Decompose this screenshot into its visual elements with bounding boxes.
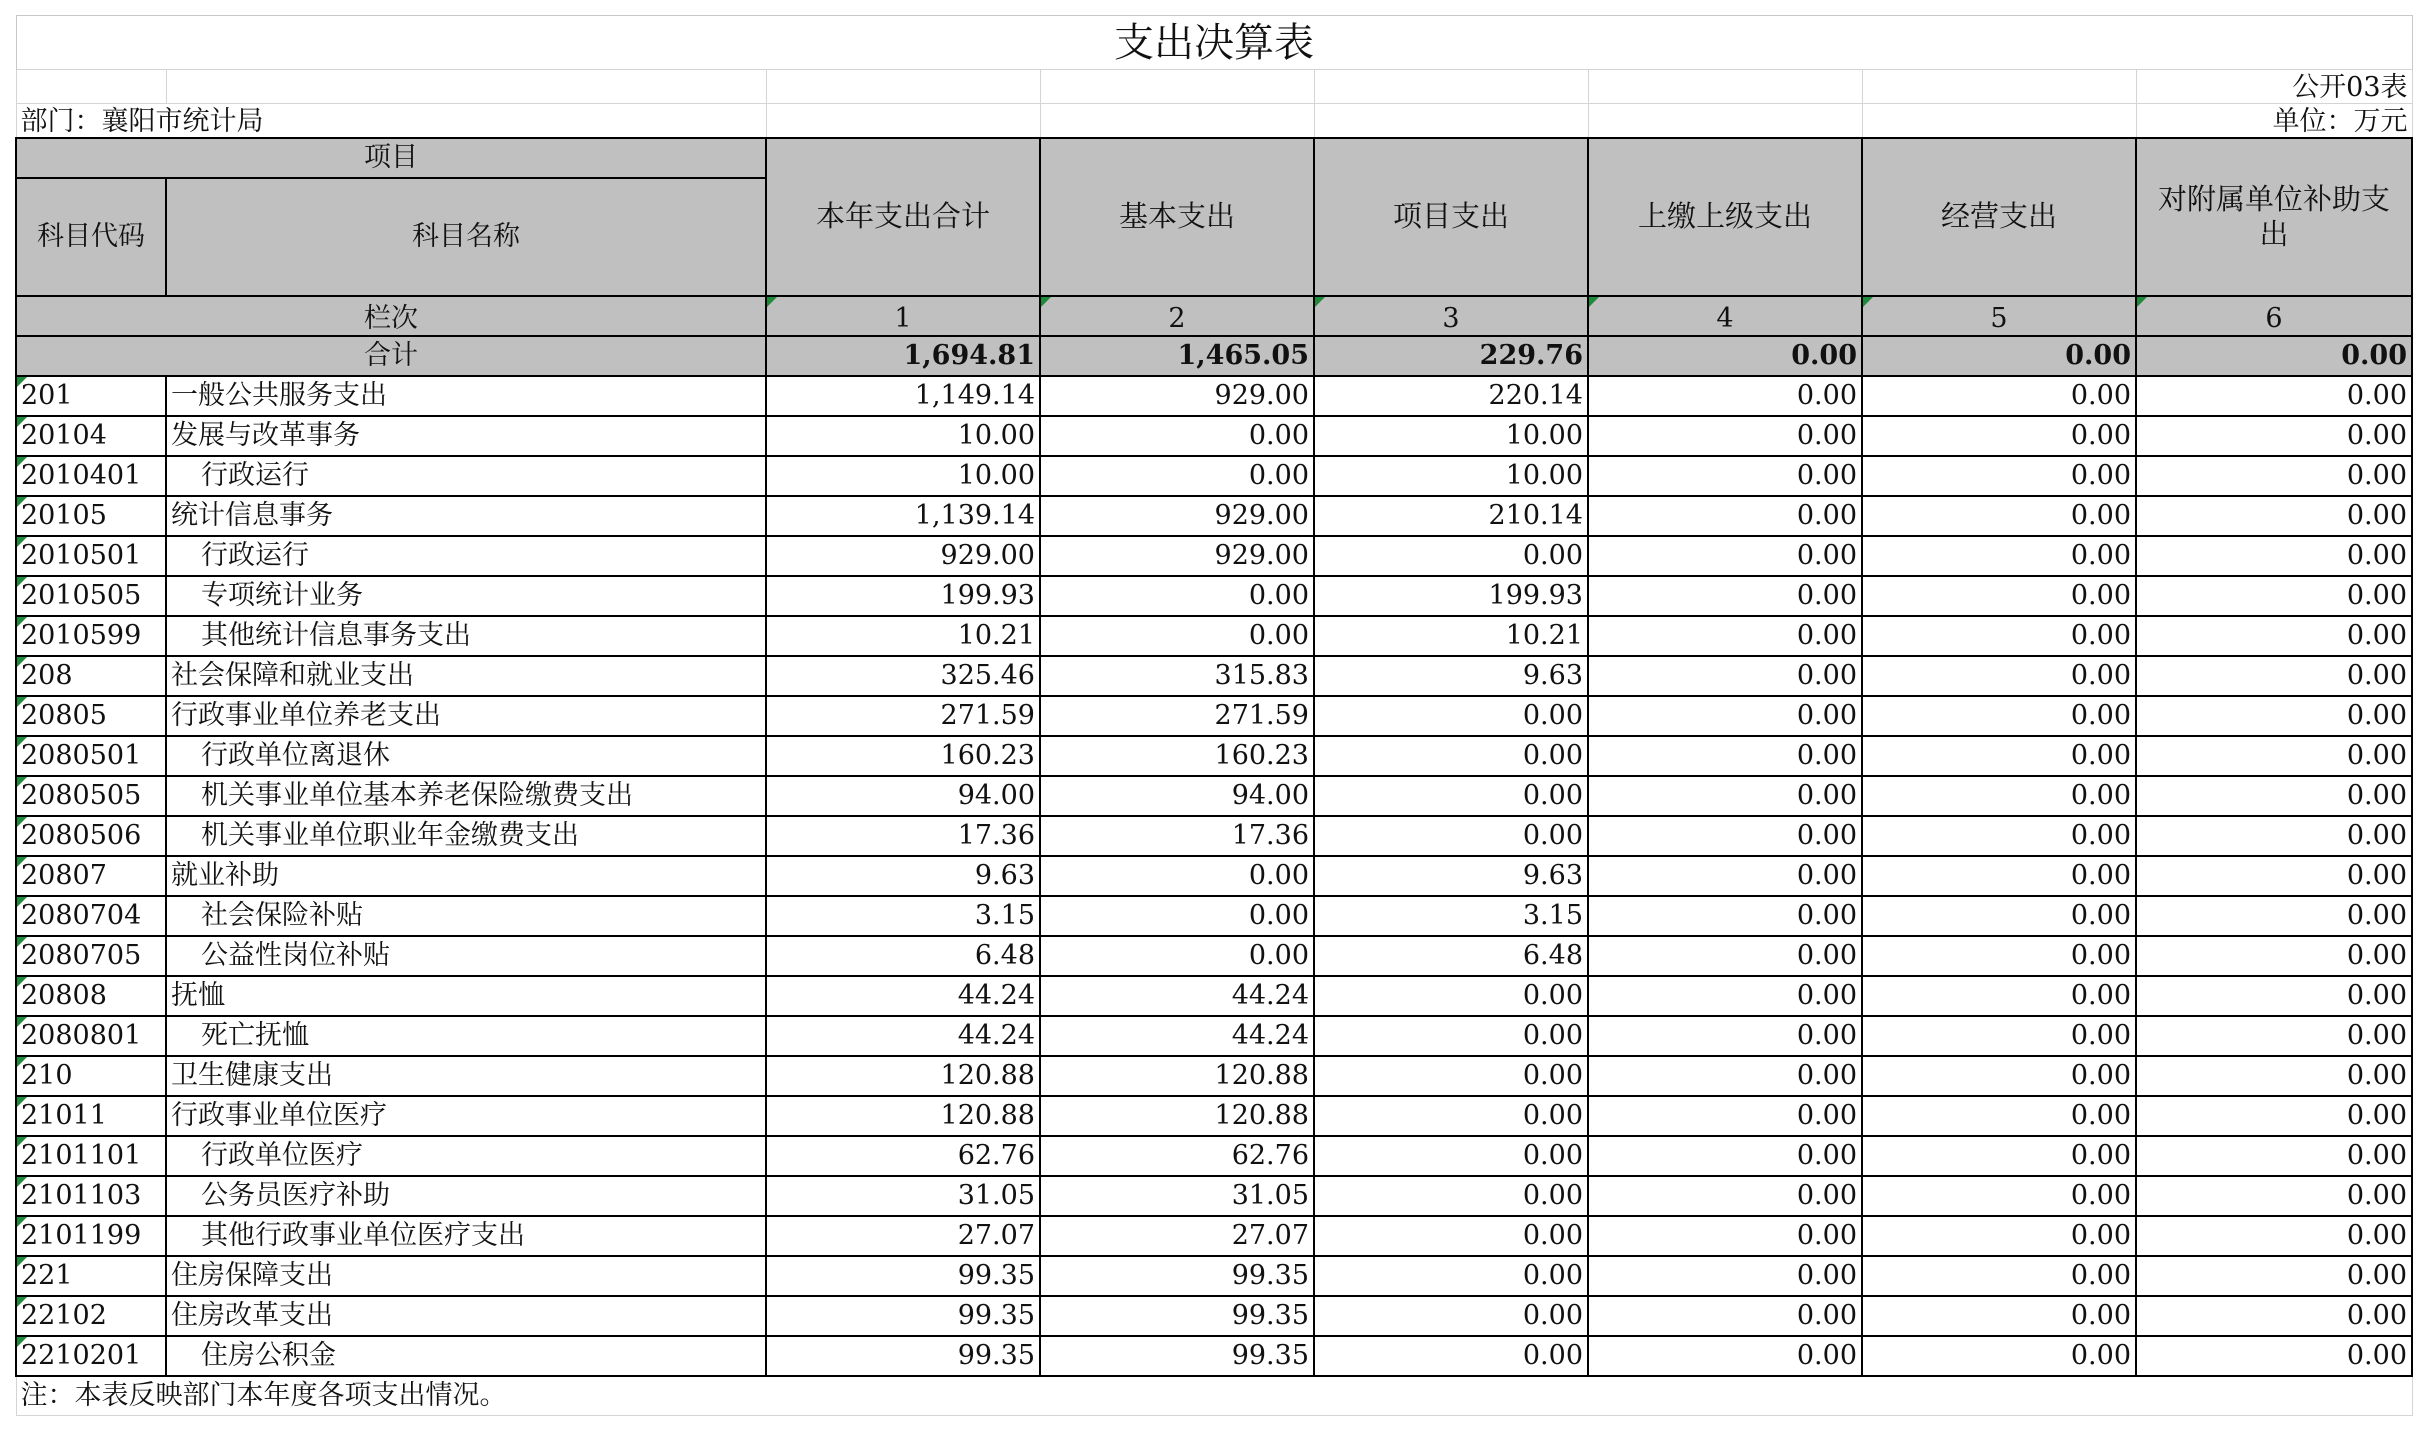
amount-cell: 0.00 [1862,1016,2136,1056]
amount-cell: 0.00 [1040,896,1314,936]
amount-cell: 0.00 [1588,1216,1862,1256]
subject-code: 2010501 [16,536,166,576]
amount-cell: 0.00 [1588,936,1862,976]
table-row [16,496,2412,536]
amount-cell: 99.35 [1040,1256,1314,1296]
amount-cell: 44.24 [1040,1016,1314,1056]
comment-marker-icon [767,297,777,307]
amount-cell: 0.00 [2136,1096,2412,1136]
comment-marker-icon [17,497,27,507]
header-col-6: 对附属单位补助支出 [2136,138,2412,296]
amount-cell: 0.00 [1588,896,1862,936]
amount-cell: 0.00 [2136,1336,2412,1376]
amount-cell: 17.36 [766,816,1040,856]
subject-code: 2080501 [16,736,166,776]
amount-cell: 0.00 [1862,536,2136,576]
subject-code: 201 [16,376,166,416]
comment-marker-icon [17,417,27,427]
amount-cell: 210.14 [1314,496,1588,536]
amount-cell: 325.46 [766,656,1040,696]
amount-cell: 0.00 [1588,976,1862,1016]
subject-name: 专项统计业务 [166,576,766,616]
comment-marker-icon [17,577,27,587]
subject-name: 住房保障支出 [166,1256,766,1296]
amount-cell: 99.35 [766,1336,1040,1376]
total-value: 0.00 [2136,336,2412,376]
amount-cell: 0.00 [1862,1296,2136,1336]
amount-cell: 0.00 [1862,1096,2136,1136]
amount-cell: 10.00 [766,456,1040,496]
subject-code: 2210201 [16,1336,166,1376]
comment-marker-icon [17,1137,27,1147]
comment-marker-icon [17,897,27,907]
amount-cell: 0.00 [1862,416,2136,456]
amount-cell: 99.35 [1040,1336,1314,1376]
amount-cell: 271.59 [766,696,1040,736]
comment-marker-icon [17,1057,27,1067]
subject-name: 其他行政事业单位医疗支出 [166,1216,766,1256]
table-row [16,896,2412,936]
amount-cell: 0.00 [1862,776,2136,816]
amount-cell: 0.00 [1588,656,1862,696]
header-name: 科目名称 [166,178,766,296]
amount-cell: 0.00 [1862,976,2136,1016]
total-value: 0.00 [1588,336,1862,376]
subject-code: 2080704 [16,896,166,936]
table-row [16,1016,2412,1056]
subject-code: 2080505 [16,776,166,816]
subject-name: 行政运行 [166,456,766,496]
amount-cell: 0.00 [1314,1136,1588,1176]
subject-code: 20805 [16,696,166,736]
amount-cell: 0.00 [1040,576,1314,616]
comment-marker-icon [17,1017,27,1027]
table-row [16,1136,2412,1176]
amount-cell: 0.00 [1588,816,1862,856]
subject-code: 22102 [16,1296,166,1336]
table-row [16,1256,2412,1296]
expenditure-sheet [15,15,2411,1416]
column-number-label: 栏次 [16,296,766,336]
amount-cell: 0.00 [2136,1016,2412,1056]
column-number: 5 [1862,296,2136,336]
header-col-4: 上缴上级支出 [1588,138,1862,296]
header-code: 科目代码 [16,178,166,296]
amount-cell: 0.00 [1314,1176,1588,1216]
amount-cell: 220.14 [1314,376,1588,416]
form-number: 公开03表 [2136,70,2412,104]
subject-name: 统计信息事务 [166,496,766,536]
amount-cell: 0.00 [1588,1136,1862,1176]
amount-cell: 0.00 [2136,536,2412,576]
subject-name: 卫生健康支出 [166,1056,766,1096]
amount-cell: 10.00 [766,416,1040,456]
amount-cell: 0.00 [1588,696,1862,736]
unit-label: 单位：万元 [2136,104,2412,138]
subject-name: 机关事业单位职业年金缴费支出 [166,816,766,856]
amount-cell: 0.00 [2136,856,2412,896]
subject-code: 208 [16,656,166,696]
total-row [16,336,2412,376]
column-number: 1 [766,296,1040,336]
total-value: 1,694.81 [766,336,1040,376]
amount-cell: 99.35 [766,1296,1040,1336]
subject-code: 2010505 [16,576,166,616]
amount-cell: 0.00 [2136,896,2412,936]
amount-cell: 0.00 [2136,496,2412,536]
subject-code: 20104 [16,416,166,456]
amount-cell: 0.00 [2136,816,2412,856]
amount-cell: 0.00 [1588,1296,1862,1336]
table-row [16,576,2412,616]
comment-marker-icon [17,817,27,827]
amount-cell: 44.24 [766,976,1040,1016]
comment-marker-icon [17,937,27,947]
subject-name: 发展与改革事务 [166,416,766,456]
table-row [16,1296,2412,1336]
subject-code: 21011 [16,1096,166,1136]
amount-cell: 0.00 [2136,1176,2412,1216]
amount-cell: 9.63 [766,856,1040,896]
amount-cell: 10.00 [1314,456,1588,496]
amount-cell: 3.15 [1314,896,1588,936]
amount-cell: 0.00 [1588,1056,1862,1096]
amount-cell: 199.93 [1314,576,1588,616]
amount-cell: 0.00 [1588,496,1862,536]
amount-cell: 0.00 [1862,936,2136,976]
amount-cell: 0.00 [1314,1016,1588,1056]
amount-cell: 0.00 [1862,496,2136,536]
comment-marker-icon [17,1217,27,1227]
subject-name: 就业补助 [166,856,766,896]
amount-cell: 0.00 [1862,1176,2136,1216]
amount-cell: 1,149.14 [766,376,1040,416]
header-col-2: 基本支出 [1040,138,1314,296]
comment-marker-icon [2137,297,2147,307]
amount-cell: 10.00 [1314,416,1588,456]
amount-cell: 0.00 [2136,576,2412,616]
amount-cell: 0.00 [1314,1096,1588,1136]
amount-cell: 0.00 [1040,856,1314,896]
total-value: 0.00 [1862,336,2136,376]
department-label: 部门：襄阳市统计局 [16,104,766,138]
subject-name: 行政事业单位养老支出 [166,696,766,736]
amount-cell: 62.76 [1040,1136,1314,1176]
column-number: 4 [1588,296,1862,336]
amount-cell: 0.00 [1862,696,2136,736]
table-row [16,776,2412,816]
subject-name: 行政事业单位医疗 [166,1096,766,1136]
amount-cell: 0.00 [1862,656,2136,696]
amount-cell: 315.83 [1040,656,1314,696]
amount-cell: 0.00 [1588,376,1862,416]
amount-cell: 0.00 [1588,616,1862,656]
comment-marker-icon [17,457,27,467]
subject-name: 住房改革支出 [166,1296,766,1336]
subject-code: 2080705 [16,936,166,976]
table-row [16,1056,2412,1096]
amount-cell: 0.00 [1862,1216,2136,1256]
subject-name: 一般公共服务支出 [166,376,766,416]
amount-cell: 0.00 [1862,1336,2136,1376]
amount-cell: 0.00 [2136,976,2412,1016]
comment-marker-icon [17,657,27,667]
amount-cell: 0.00 [1314,776,1588,816]
subject-name: 公益性岗位补贴 [166,936,766,976]
amount-cell: 94.00 [766,776,1040,816]
table-row [16,376,2412,416]
amount-cell: 120.88 [766,1096,1040,1136]
amount-cell: 120.88 [1040,1056,1314,1096]
comment-marker-icon [17,777,27,787]
amount-cell: 9.63 [1314,656,1588,696]
amount-cell: 0.00 [1588,1176,1862,1216]
comment-marker-icon [17,1257,27,1267]
amount-cell: 27.07 [766,1216,1040,1256]
header-col-3: 项目支出 [1314,138,1588,296]
amount-cell: 0.00 [1862,1056,2136,1096]
amount-cell: 0.00 [1862,816,2136,856]
table-row [16,456,2412,496]
expenditure-table [15,15,2413,1416]
amount-cell: 120.88 [1040,1096,1314,1136]
amount-cell: 62.76 [766,1136,1040,1176]
comment-marker-icon [17,537,27,547]
comment-marker-icon [17,1337,27,1347]
comment-marker-icon [17,857,27,867]
amount-cell: 10.21 [1314,616,1588,656]
comment-marker-icon [17,697,27,707]
comment-marker-icon [1315,297,1325,307]
column-number: 2 [1040,296,1314,336]
amount-cell: 0.00 [1588,856,1862,896]
table-row [16,696,2412,736]
table-row [16,856,2412,896]
table-row [16,1096,2412,1136]
amount-cell: 929.00 [1040,496,1314,536]
subject-code: 221 [16,1256,166,1296]
table-row [16,816,2412,856]
table-row [16,656,2412,696]
amount-cell: 27.07 [1040,1216,1314,1256]
amount-cell: 0.00 [1588,1336,1862,1376]
comment-marker-icon [17,377,27,387]
table-row [16,1216,2412,1256]
comment-marker-icon [1863,297,1873,307]
amount-cell: 0.00 [1862,1256,2136,1296]
amount-cell: 0.00 [1588,1256,1862,1296]
amount-cell: 0.00 [1314,1336,1588,1376]
subject-name: 行政运行 [166,536,766,576]
total-value: 1,465.05 [1040,336,1314,376]
amount-cell: 120.88 [766,1056,1040,1096]
comment-marker-icon [17,1097,27,1107]
subject-name: 社会保险补贴 [166,896,766,936]
amount-cell: 0.00 [2136,696,2412,736]
table-row [16,736,2412,776]
subject-name: 住房公积金 [166,1336,766,1376]
subject-name: 死亡抚恤 [166,1016,766,1056]
subject-name: 公务员医疗补助 [166,1176,766,1216]
amount-cell: 0.00 [1314,1056,1588,1096]
subject-code: 2101199 [16,1216,166,1256]
amount-cell: 0.00 [1588,576,1862,616]
amount-cell: 0.00 [1588,1096,1862,1136]
amount-cell: 9.63 [1314,856,1588,896]
table-row [16,976,2412,1016]
amount-cell: 0.00 [1314,1216,1588,1256]
amount-cell: 0.00 [1862,616,2136,656]
amount-cell: 3.15 [766,896,1040,936]
table-row [16,616,2412,656]
amount-cell: 0.00 [2136,736,2412,776]
amount-cell: 0.00 [1862,576,2136,616]
table-row [16,1176,2412,1216]
amount-cell: 1,139.14 [766,496,1040,536]
subject-name: 机关事业单位基本养老保险缴费支出 [166,776,766,816]
subject-code: 20105 [16,496,166,536]
amount-cell: 6.48 [1314,936,1588,976]
comment-marker-icon [17,737,27,747]
comment-marker-icon [17,617,27,627]
amount-cell: 0.00 [1314,1256,1588,1296]
table-note: 注：本表反映部门本年度各项支出情况。 [16,1376,2412,1416]
amount-cell: 17.36 [1040,816,1314,856]
amount-cell: 0.00 [2136,1056,2412,1096]
subject-name: 社会保障和就业支出 [166,656,766,696]
amount-cell: 0.00 [1040,456,1314,496]
subject-code: 2010401 [16,456,166,496]
amount-cell: 44.24 [1040,976,1314,1016]
comment-marker-icon [17,1177,27,1187]
amount-cell: 0.00 [1314,696,1588,736]
amount-cell: 0.00 [2136,416,2412,456]
amount-cell: 99.35 [1040,1296,1314,1336]
amount-cell: 0.00 [2136,376,2412,416]
amount-cell: 6.48 [766,936,1040,976]
amount-cell: 0.00 [2136,1216,2412,1256]
subject-code: 2101103 [16,1176,166,1216]
amount-cell: 0.00 [2136,456,2412,496]
amount-cell: 0.00 [1314,536,1588,576]
subject-code: 20808 [16,976,166,1016]
amount-cell: 0.00 [1588,456,1862,496]
column-number: 3 [1314,296,1588,336]
sheet-title: 支出决算表 [16,16,2412,70]
subject-code: 210 [16,1056,166,1096]
amount-cell: 0.00 [1588,536,1862,576]
subject-code: 20807 [16,856,166,896]
subject-code: 2010599 [16,616,166,656]
comment-marker-icon [17,1297,27,1307]
column-number: 6 [2136,296,2412,336]
amount-cell: 0.00 [1862,376,2136,416]
subject-name: 抚恤 [166,976,766,1016]
amount-cell: 0.00 [1862,456,2136,496]
amount-cell: 0.00 [1314,736,1588,776]
table-row [16,536,2412,576]
amount-cell: 0.00 [1314,1296,1588,1336]
amount-cell: 10.21 [766,616,1040,656]
header-col-5: 经营支出 [1862,138,2136,296]
table-row [16,1336,2412,1376]
amount-cell: 0.00 [1040,416,1314,456]
amount-cell: 44.24 [766,1016,1040,1056]
amount-cell: 0.00 [1862,1136,2136,1176]
amount-cell: 0.00 [1040,936,1314,976]
total-value: 229.76 [1314,336,1588,376]
subject-name: 其他统计信息事务支出 [166,616,766,656]
amount-cell: 929.00 [1040,536,1314,576]
table-row [16,936,2412,976]
amount-cell: 31.05 [766,1176,1040,1216]
amount-cell: 199.93 [766,576,1040,616]
amount-cell: 0.00 [1862,736,2136,776]
subject-name: 行政单位医疗 [166,1136,766,1176]
amount-cell: 929.00 [766,536,1040,576]
amount-cell: 160.23 [766,736,1040,776]
subject-code: 2101101 [16,1136,166,1176]
header-group: 项目 [16,138,766,178]
amount-cell: 271.59 [1040,696,1314,736]
table-row [16,416,2412,456]
amount-cell: 929.00 [1040,376,1314,416]
subject-name: 行政单位离退休 [166,736,766,776]
comment-marker-icon [17,977,27,987]
amount-cell: 160.23 [1040,736,1314,776]
header-col-1: 本年支出合计 [766,138,1040,296]
total-label: 合计 [16,336,766,376]
amount-cell: 0.00 [1314,976,1588,1016]
amount-cell: 0.00 [2136,1296,2412,1336]
subject-code: 2080801 [16,1016,166,1056]
amount-cell: 0.00 [1040,616,1314,656]
amount-cell: 0.00 [2136,1136,2412,1176]
subject-code: 2080506 [16,816,166,856]
amount-cell: 0.00 [2136,776,2412,816]
amount-cell: 99.35 [766,1256,1040,1296]
amount-cell: 0.00 [2136,936,2412,976]
amount-cell: 0.00 [1862,896,2136,936]
amount-cell: 0.00 [1588,416,1862,456]
amount-cell: 0.00 [2136,1256,2412,1296]
amount-cell: 0.00 [1862,856,2136,896]
amount-cell: 0.00 [1314,816,1588,856]
amount-cell: 0.00 [1588,776,1862,816]
amount-cell: 0.00 [2136,616,2412,656]
amount-cell: 94.00 [1040,776,1314,816]
comment-marker-icon [1589,297,1599,307]
amount-cell: 0.00 [1588,736,1862,776]
amount-cell: 31.05 [1040,1176,1314,1216]
amount-cell: 0.00 [1588,1016,1862,1056]
amount-cell: 0.00 [2136,656,2412,696]
comment-marker-icon [1041,297,1051,307]
